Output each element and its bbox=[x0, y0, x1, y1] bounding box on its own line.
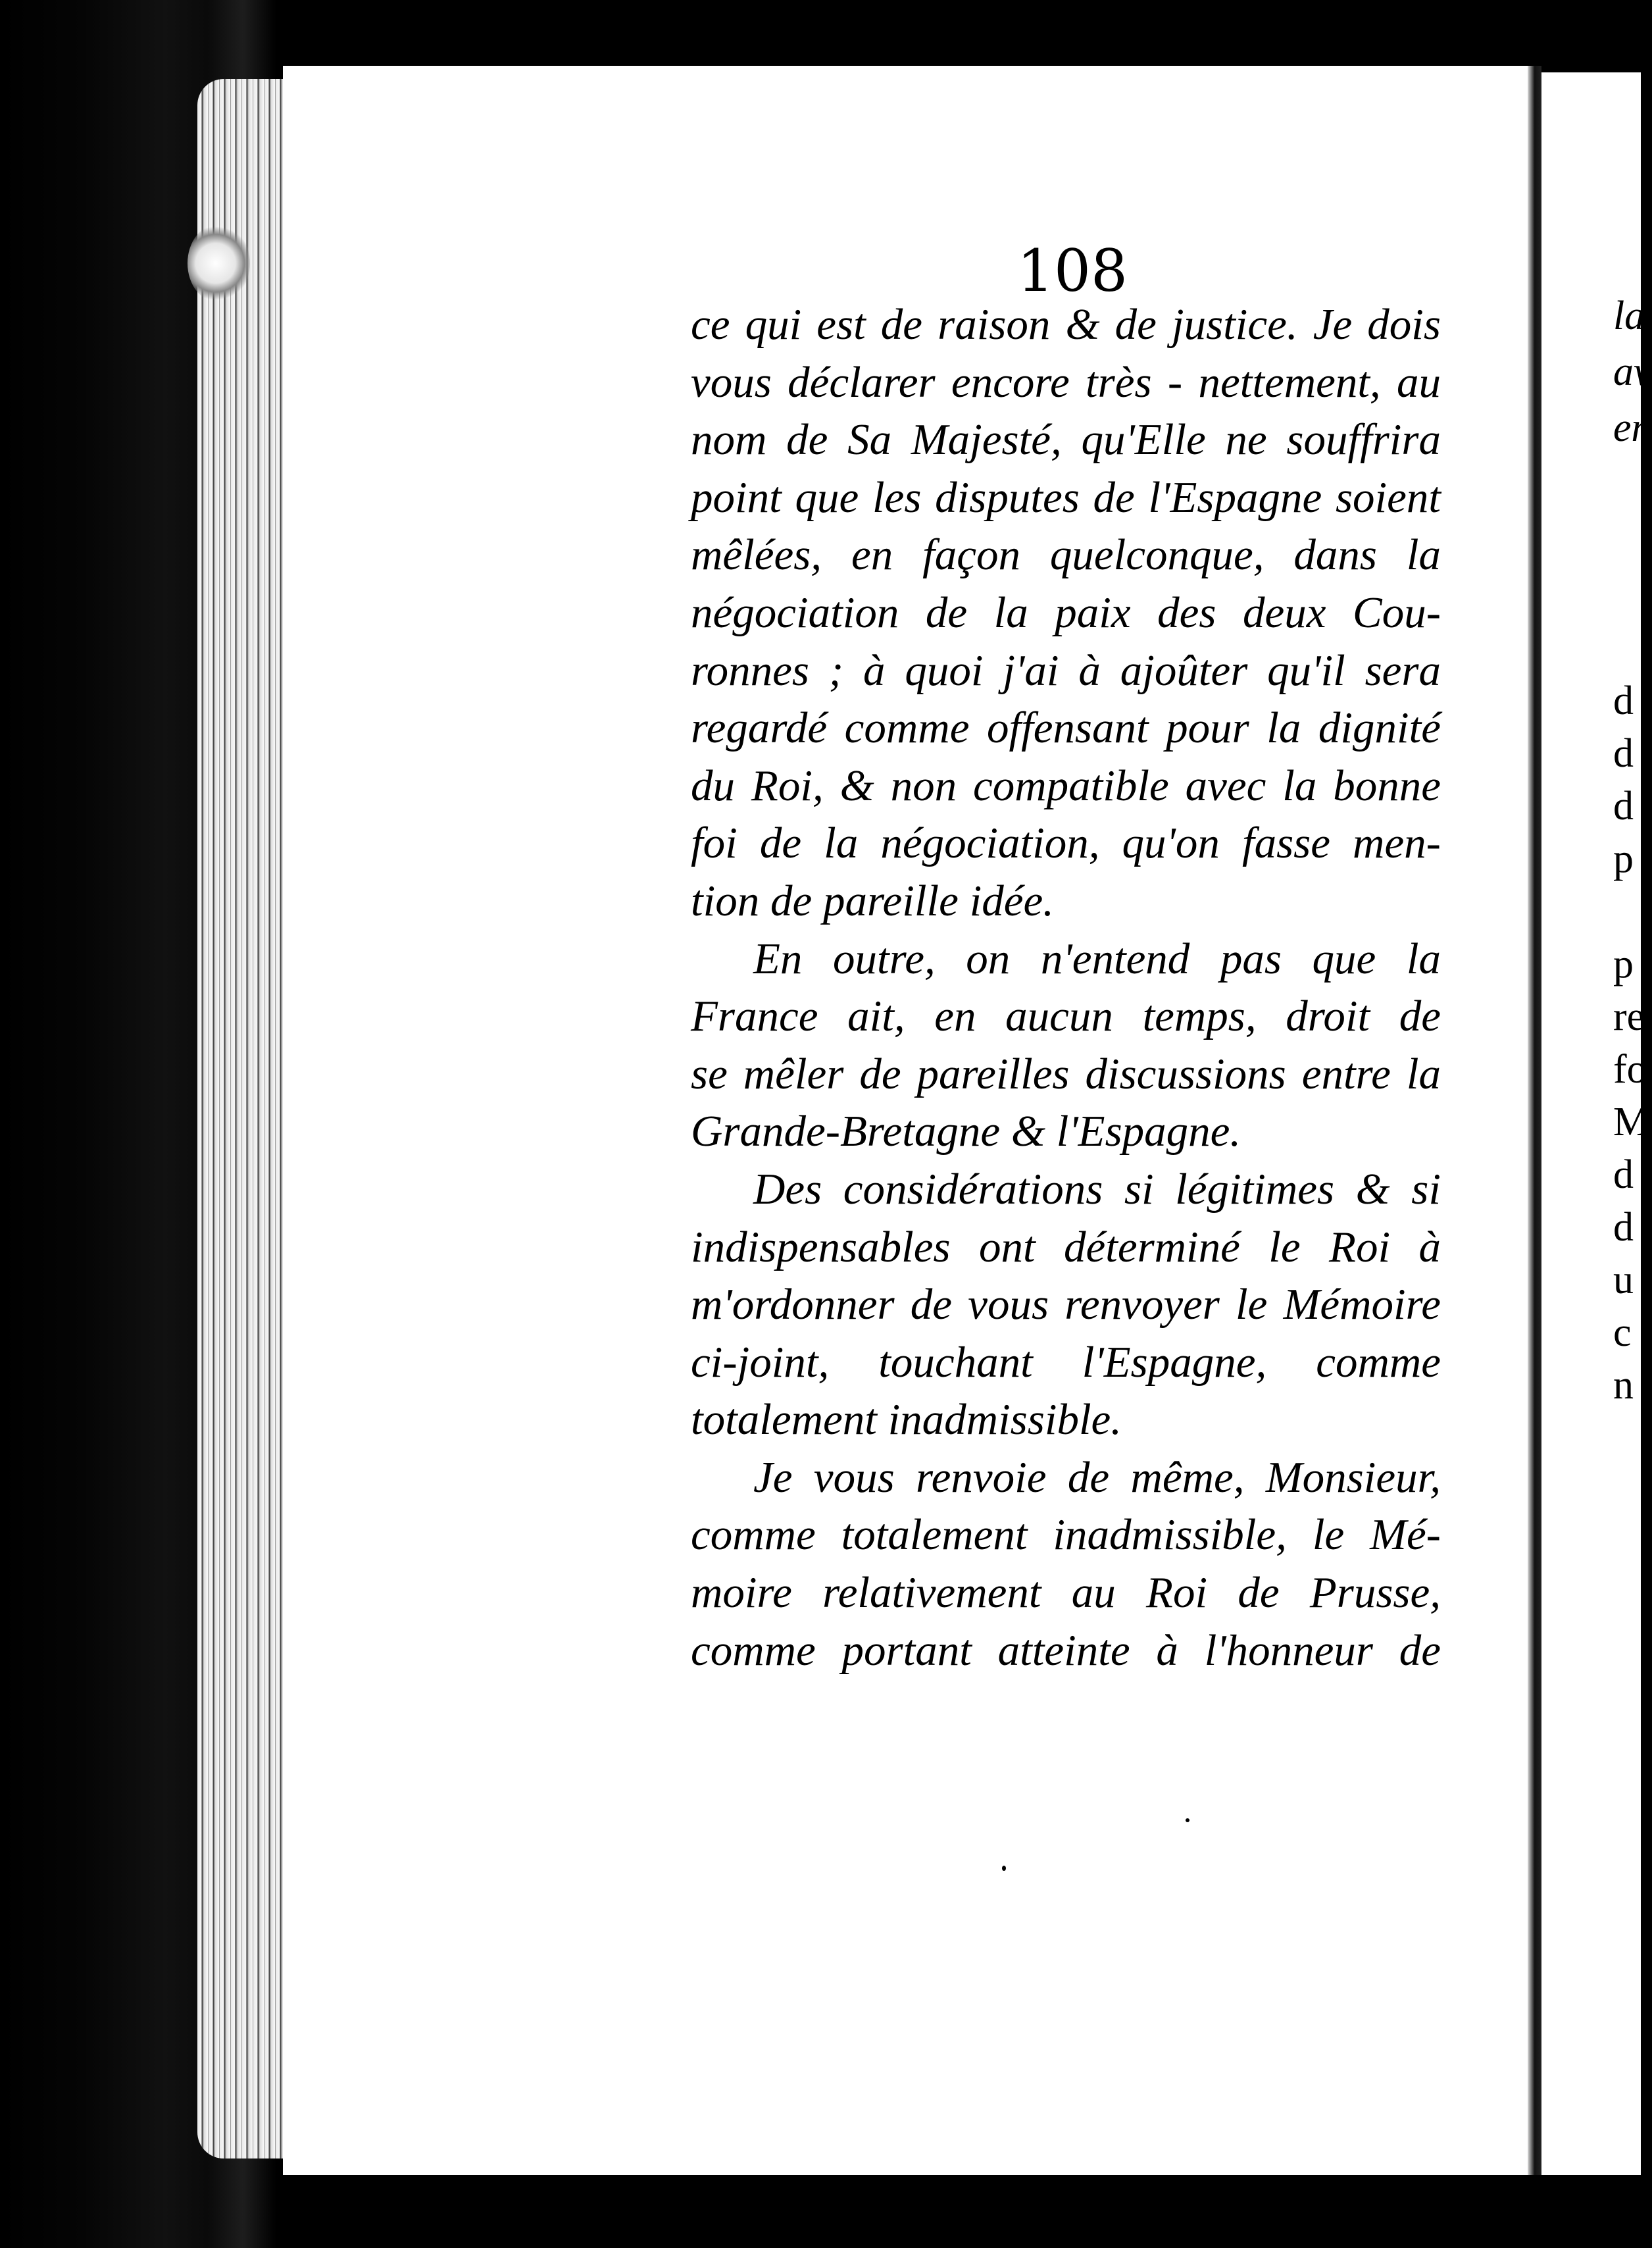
facing-page-fragment: M bbox=[1613, 1100, 1650, 1144]
facing-page-fragment: p bbox=[1613, 942, 1634, 986]
text-line: mêlées, en façon quelconque, dans la bbox=[691, 530, 1441, 580]
facing-page-fragment: re bbox=[1613, 994, 1645, 1039]
facing-page-fragment: d bbox=[1613, 731, 1634, 776]
ink-speck bbox=[1002, 1866, 1006, 1871]
text-line: tion de pareille idée. bbox=[691, 876, 1054, 925]
page-number: 108 bbox=[1017, 237, 1128, 305]
text-line: du Roi, & non compatible avec la bonne bbox=[691, 761, 1441, 810]
facing-page-fragment: fo bbox=[1613, 1047, 1647, 1092]
facing-page-fragment: d bbox=[1613, 1205, 1634, 1250]
text-line: vous déclarer encore très - nettement, au bbox=[691, 357, 1441, 407]
text-line: se mêler de pareilles discussions entre la bbox=[691, 1049, 1441, 1098]
facing-page-fragment: d bbox=[1613, 784, 1634, 829]
facing-page-fragment: en bbox=[1613, 405, 1652, 450]
text-line: regardé comme offensant pour la dignité bbox=[691, 703, 1441, 753]
text-line: France ait, en aucun temps, droit de bbox=[691, 992, 1441, 1041]
paper-tear bbox=[188, 224, 250, 303]
text-line: indispensables ont déterminé le Roi à bbox=[691, 1222, 1441, 1271]
text-line: Grande-Bretagne & l'Espagne. bbox=[691, 1107, 1241, 1156]
text-line: moire relativement au Roi de Prusse, bbox=[691, 1568, 1441, 1618]
text-line: totalement inadmissible. bbox=[691, 1395, 1122, 1444]
text-line: En outre, on n'entend pas que la bbox=[753, 934, 1441, 983]
page-edges bbox=[197, 79, 296, 2159]
text-line: comme totalement inadmissible, le Mé- bbox=[691, 1510, 1441, 1560]
facing-page-fragment: p bbox=[1613, 836, 1634, 881]
text-line: Je vous renvoie de même, Monsieur, bbox=[753, 1452, 1441, 1502]
facing-page-fragment: la bbox=[1613, 294, 1645, 338]
text-line: ronnes ; à quoi j'ai à ajoûter qu'il sera bbox=[691, 646, 1441, 695]
facing-page-fragment: av bbox=[1613, 349, 1652, 394]
facing-page-fragment: d bbox=[1613, 1152, 1634, 1197]
book-gutter bbox=[1528, 66, 1541, 2175]
text-line: point que les disputes de l'Espagne soient bbox=[691, 473, 1441, 522]
text-line: ce qui est de raison & de justice. Je dois bbox=[691, 300, 1441, 349]
text-line: m'ordonner de vous renvoyer le Mémoire bbox=[691, 1280, 1441, 1329]
facing-page-fragment: u bbox=[1613, 1258, 1634, 1302]
text-line: foi de la négociation, qu'on fasse men- bbox=[691, 819, 1441, 868]
facing-page-fragment: n bbox=[1613, 1363, 1634, 1408]
text-line: nom de Sa Majesté, qu'Elle ne souffrira bbox=[691, 415, 1441, 465]
facing-page-fragment: d bbox=[1613, 678, 1634, 723]
text-line: comme portant atteinte à l'honneur de bbox=[691, 1625, 1441, 1675]
text-line: ci-joint, touchant l'Espagne, comme bbox=[691, 1337, 1441, 1387]
facing-page-fragment: c bbox=[1613, 1310, 1632, 1355]
text-line: négociation de la paix des deux Cou- bbox=[691, 588, 1441, 637]
ink-speck bbox=[1186, 1818, 1189, 1822]
text-line: Des considérations si légitimes & si bbox=[753, 1164, 1441, 1213]
page-body-text bbox=[691, 296, 1441, 1679]
